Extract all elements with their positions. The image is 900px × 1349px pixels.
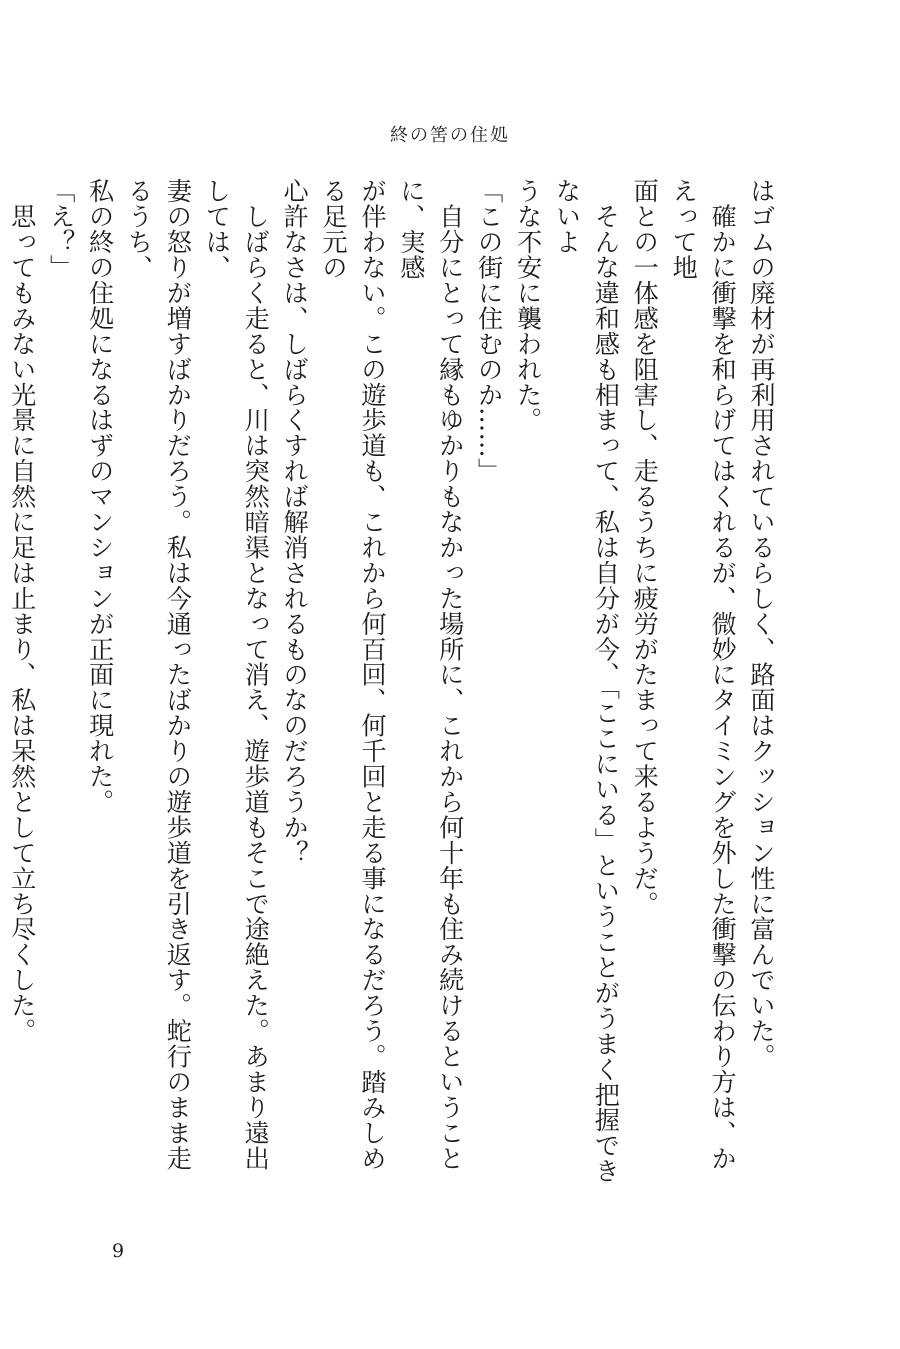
text-line: 思ってもみない光景に自然に足は止まり、私は呆然として立ち尽くした。 xyxy=(7,178,37,1044)
page-number: 9 xyxy=(112,1240,125,1262)
text-line: 面との一体感を阻害し、走るうちに疲労がたまって来るようだ。 xyxy=(630,178,660,917)
text-line: しばらく走ると、川は突然暗渠となって消え、遊歩道もそこで途絶えた。あまり遠出しては、 xyxy=(202,178,271,1171)
text-line: 「この街に住むのか……」 xyxy=(474,178,504,484)
text-line: 私の終の住処になるはずのマンションが正面に現れた。 xyxy=(85,178,115,815)
text-line: 妻の怒りが増すばかりだろう。私は今通ったばかりの遊歩道を引き返す。蛇行のまま走るうち、 xyxy=(124,178,193,1171)
text-line: が伴わない。この遊歩道も、これから何百回、何千回と走る事になるだろう。踏みしめる足元の xyxy=(319,178,387,1171)
text-line: そんな違和感も相まって、私は自分が今、「ここにいる」ということがうまく把握できないよ xyxy=(552,178,621,1184)
text-line xyxy=(0,178,2,1188)
text-line: 自分にとって縁もゆかりもなかった場所に、これから何十年も住み続けるということに、実感 xyxy=(396,178,465,1171)
text-line: 心許なさは、しばらくすれば解消されるものなのだろうか？ xyxy=(280,178,310,866)
text-line: はゴムの廃材が再利用されているらしく、路面はクッション性に富んでいた。 xyxy=(747,178,776,1069)
text-line: うな不安に襲われた。 xyxy=(513,178,543,433)
text-line: 確かに衝撃を和らげてはくれるが、微妙にタイミングを外した衝撃の伝わり方は、かえって地 xyxy=(669,178,738,1171)
vertical-body-text xyxy=(7,178,780,1188)
text-line: 「え？」 xyxy=(46,178,76,280)
running-head-title: 終の筈の住処 xyxy=(390,125,510,146)
